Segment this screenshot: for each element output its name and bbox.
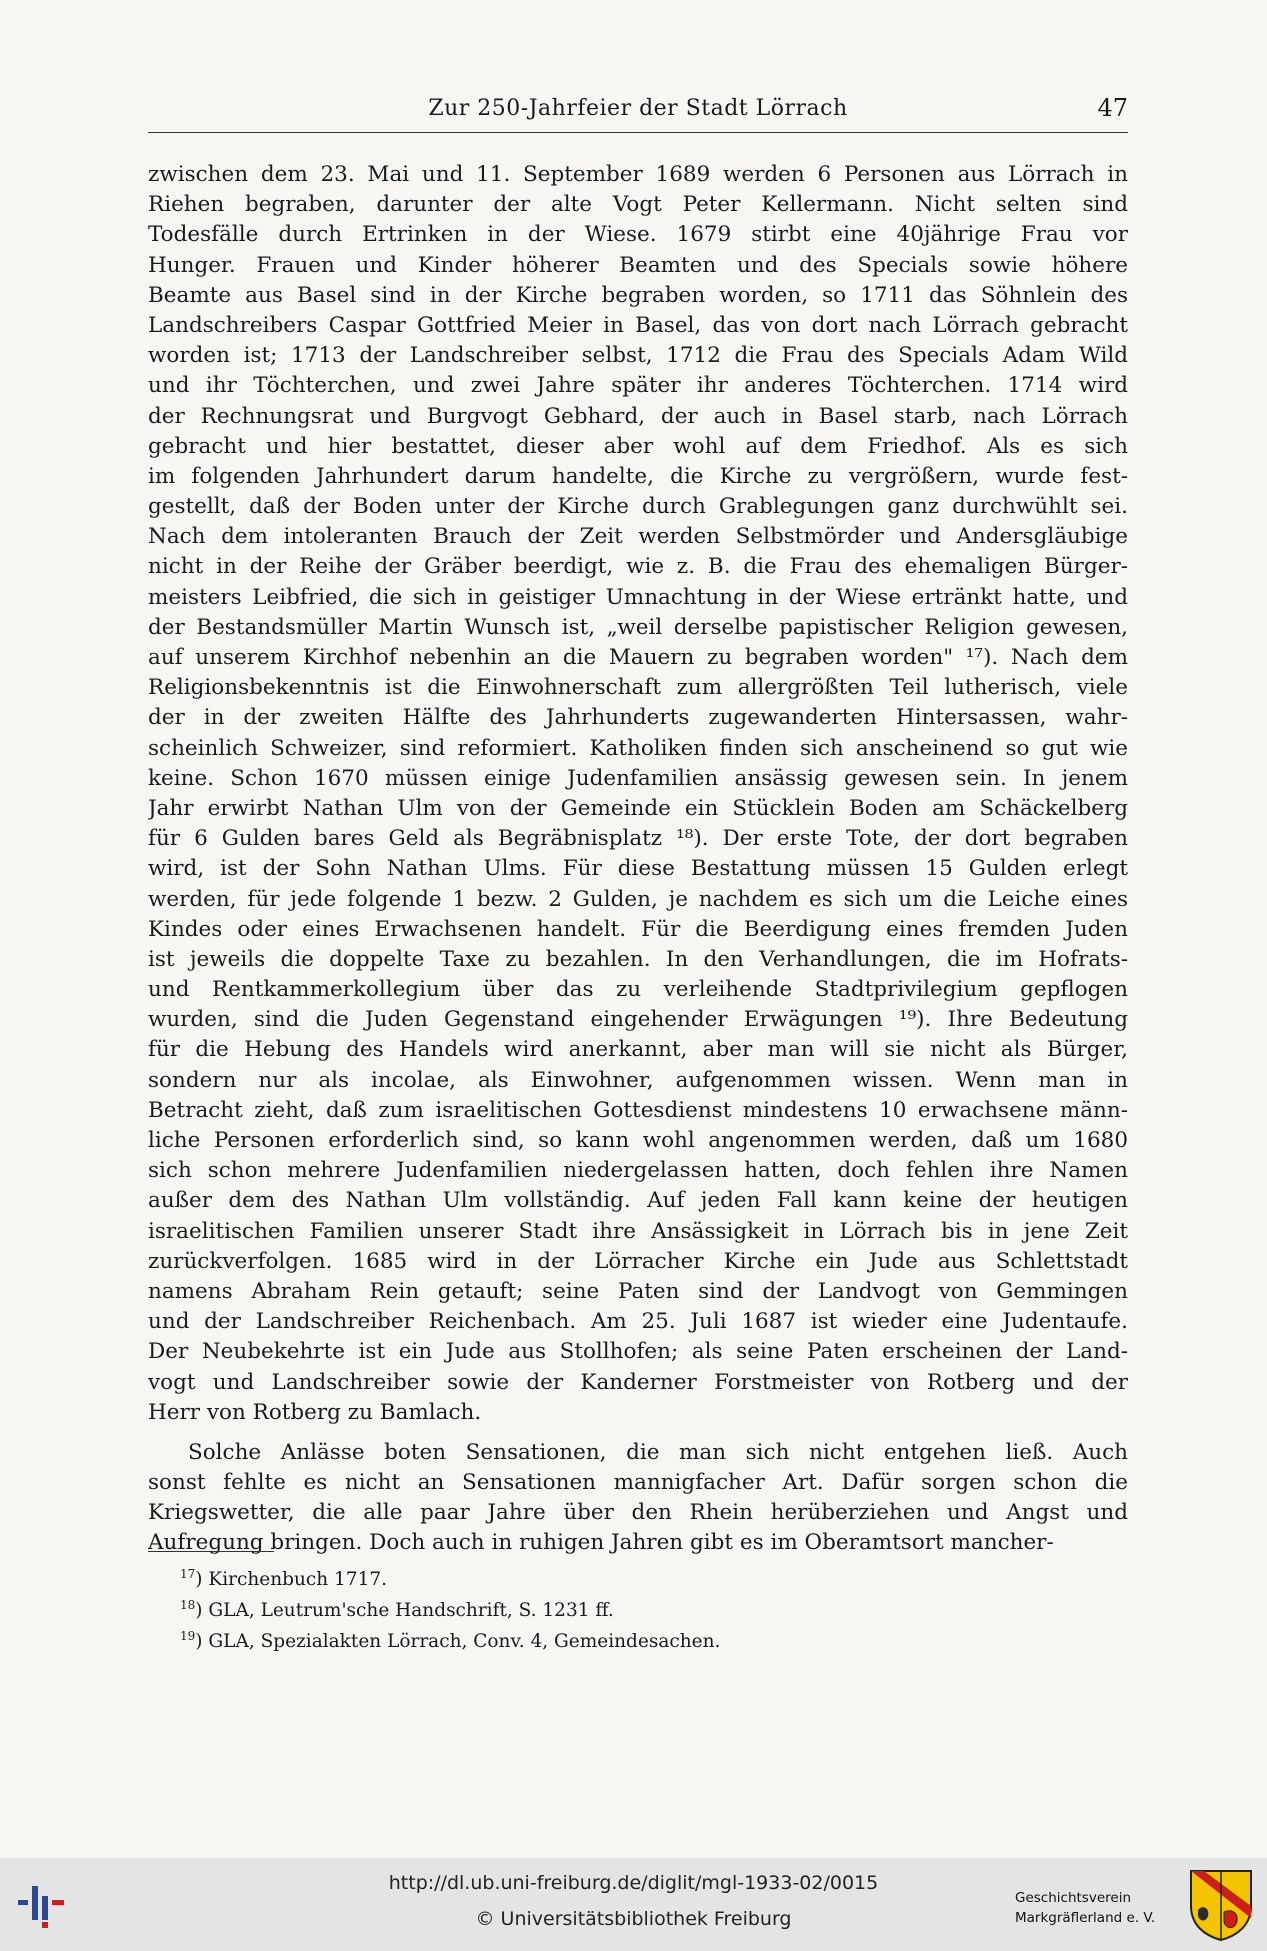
text-line: gestellt, daß der Boden unter der Kirche durch Grablegungen ganz durchwühlt sei. bbox=[148, 494, 1128, 520]
text-line: Kriegswetter, die alle paar Jahre über den Rhein herüberziehen und Angst und bbox=[148, 1500, 1128, 1526]
text-line: ist jeweils die doppelte Taxe zu bezahlen. In den Verhandlungen, die im Hofrats- bbox=[148, 946, 1128, 972]
text-line: und der Landschreiber Reichenbach. Am 25. Juli 1687 ist wieder eine Judentaufe. bbox=[148, 1309, 1128, 1335]
text-line: sich schon mehrere Judenfamilien niedergelassen hatten, doch fehlen ihre Namen bbox=[148, 1158, 1128, 1184]
source-url[interactable]: http://dl.ub.uni-freiburg.de/diglit/mgl-1933-02/0015 bbox=[388, 1872, 879, 1894]
text-line: im folgenden Jahrhundert darum handelte, die Kirche zu vergrößern, wurde fest- bbox=[148, 463, 1128, 489]
text-line: Der Neubekehrte ist ein Jude aus Stollhofen; als seine Paten erscheinen der Land- bbox=[148, 1339, 1128, 1365]
text-line: werden, für jede folgende 1 bezw. 2 Gulden, je nachdem es sich um die Leiche eines bbox=[148, 886, 1128, 912]
society-name bbox=[1015, 1888, 1185, 1928]
text-line: Riehen begraben, darunter der alte Vogt Peter Kellermann. Nicht selten sind bbox=[148, 192, 1128, 218]
footnotes bbox=[180, 1562, 1080, 1654]
text-line: und Rentkammerkollegium über das zu verleihende Stadtprivilegium gepflogen bbox=[148, 977, 1128, 1003]
text-line: Betracht zieht, daß zum israelitischen Gottesdienst mindestens 10 erwachsene männ- bbox=[148, 1097, 1128, 1123]
footnote-number: 17 bbox=[180, 1567, 196, 1581]
text-line: vogt und Landschreiber sowie der Kanderner Forstmeister von Rotberg und der bbox=[148, 1369, 1128, 1395]
text-line: sonst fehlte es nicht an Sensationen mannigfacher Art. Dafür sorgen schon die bbox=[148, 1470, 1128, 1496]
society-line-2: Markgräflerland e. V. bbox=[1015, 1910, 1156, 1926]
text-line: Landschreibers Caspar Gottfried Meier in Basel, das von dort nach Lörrach gebracht bbox=[148, 312, 1128, 338]
text-line: liche Personen erforderlich sind, so kann wohl angenommen werden, daß um 1680 bbox=[148, 1128, 1128, 1153]
text-line: gebracht und hier bestattet, dieser aber wohl auf dem Friedhof. Als es sich bbox=[148, 433, 1128, 459]
text-line: wird, ist der Sohn Nathan Ulms. Für diese Bestattung müssen 15 Gulden erlegt bbox=[148, 856, 1128, 882]
text-line: Kindes oder eines Erwachsenen handelt. Für die Beerdigung eines fremden Juden bbox=[148, 916, 1128, 942]
text-line: Aufregung bringen. Doch auch in ruhigen Jahren gibt es im Oberamtsort mancher- bbox=[148, 1530, 1054, 1556]
footnote-paren: ) bbox=[195, 1569, 209, 1591]
running-header bbox=[148, 92, 1128, 133]
text-line: israelitischen Familien unserer Stadt ihre Ansässigkeit in Lörrach bis in jene Zeit bbox=[148, 1218, 1128, 1244]
page-number: 47 bbox=[1097, 94, 1128, 122]
text-line: der in der zweiten Hälfte des Jahrhunderts zugewanderten Hintersassen, wahr- bbox=[148, 705, 1128, 731]
text-line: außer dem des Nathan Ulm vollständig. Auf jeden Fall kann keine der heutigen bbox=[148, 1188, 1128, 1214]
running-title: Zur 250-Jahrfeier der Stadt Lörrach bbox=[428, 96, 848, 121]
text-line: meisters Leibfried, die sich in geistiger Umnachtung in der Wiese ertränkt hatte, und bbox=[148, 584, 1128, 610]
paragraph bbox=[148, 1438, 1128, 1559]
text-line: nicht in der Reihe der Gräber beerdigt, wie z. B. die Frau des ehemaligen Bürger- bbox=[148, 554, 1128, 580]
text-line: Herr von Rotberg zu Bamlach. bbox=[148, 1399, 482, 1425]
text-line: zwischen dem 23. Mai und 11. September 1689 werden 6 Personen aus Lörrach in bbox=[148, 162, 1128, 187]
footnote-number: 18 bbox=[180, 1597, 196, 1612]
text-line: Hunger. Frauen und Kinder höherer Beamten und des Specials sowie höhere bbox=[148, 252, 1128, 278]
society-crest-icon bbox=[1188, 1868, 1254, 1942]
society-line-1: Geschichtsverein bbox=[1015, 1890, 1131, 1906]
text-line: für 6 Gulden bares Geld als Begräbnisplatz ¹⁸). Der erste Tote, der dort begraben bbox=[148, 826, 1128, 852]
text-line: keine. Schon 1670 müssen einige Judenfamilien ansässig gewesen sein. In jenem bbox=[148, 765, 1128, 791]
text-line: worden ist; 1713 der Landschreiber selbst, 1712 die Frau des Specials Adam Wild bbox=[148, 343, 1128, 369]
text-line: scheinlich Schweizer, sind reformiert. Katholiken finden sich anscheinend so gut wie bbox=[148, 735, 1128, 761]
footnote-number: 19 bbox=[180, 1628, 196, 1643]
footnote bbox=[180, 1562, 1080, 1593]
text-line: Beamte aus Basel sind in der Kirche begraben worden, so 1711 das Söhnlein des bbox=[148, 282, 1128, 308]
footnote-text: GLA, Spezialakten Lörrach, Conv. 4, Gemeindesachen. bbox=[208, 1630, 721, 1652]
text-line: Nach dem intoleranten Brauch der Zeit werden Selbstmörder und Andersgläubige bbox=[148, 524, 1128, 550]
text-line: auf unserem Kirchhof nebenhin an die Mauern zu begraben worden" ¹⁷). Nach dem bbox=[148, 645, 1128, 670]
text-line: Jahr erwirbt Nathan Ulm von der Gemeinde ein Stücklein Boden am Schäckelberg bbox=[148, 795, 1128, 821]
text-line: Religionsbekenntnis ist die Einwohnerschaft zum allergrößten Teil lutherisch, viele bbox=[148, 675, 1128, 701]
footnote bbox=[180, 1593, 1080, 1624]
footer-bar bbox=[0, 1858, 1267, 1951]
footnote-text: Kirchenbuch 1717. bbox=[208, 1569, 387, 1591]
body-text bbox=[148, 160, 1128, 1559]
footnote-text: GLA, Leutrum'sche Handschrift, S. 1231 ff. bbox=[208, 1599, 614, 1621]
text-line: namens Abraham Rein getauft; seine Paten sind der Landvogt von Gemmingen bbox=[148, 1278, 1128, 1304]
text-line: der Bestandsmüller Martin Wunsch ist, „weil derselbe papistischer Religion gewesen, bbox=[148, 614, 1128, 640]
paragraph bbox=[148, 160, 1128, 1428]
text-line: wurden, sind die Juden Gegenstand eingehender Erwägungen ¹⁹). Ihre Bedeutung bbox=[148, 1007, 1128, 1033]
text-line: Solche Anlässe boten Sensationen, die man sich nicht entgehen ließ. Auch bbox=[188, 1439, 1128, 1465]
text-line: zurückverfolgen. 1685 wird in der Lörracher Kirche ein Jude aus Schlettstadt bbox=[148, 1248, 1128, 1274]
text-line: und ihr Töchterchen, und zwei Jahre später ihr anderes Töchterchen. 1714 wird bbox=[148, 373, 1128, 399]
footnote bbox=[180, 1624, 1080, 1655]
footnote-paren: ) bbox=[195, 1599, 209, 1621]
footnote-paren: ) bbox=[195, 1630, 209, 1652]
text-line: der Rechnungsrat und Burgvogt Gebhard, der auch in Basel starb, nach Lörrach bbox=[148, 403, 1128, 429]
copyright-notice: © Universitätsbibliothek Freiburg bbox=[475, 1908, 792, 1930]
text-line: für die Hebung des Handels wird anerkannt, aber man will sie nicht als Bürger, bbox=[148, 1037, 1128, 1063]
text-line: sondern nur als incolae, als Einwohner, aufgenommen wissen. Wenn man in bbox=[148, 1067, 1128, 1093]
footnote-divider bbox=[148, 1551, 274, 1552]
paragraph-gap bbox=[148, 1428, 1128, 1438]
text-line: Todesfälle durch Ertrinken in der Wiese. 1679 stirbt eine 40jährige Frau vor bbox=[148, 222, 1128, 248]
